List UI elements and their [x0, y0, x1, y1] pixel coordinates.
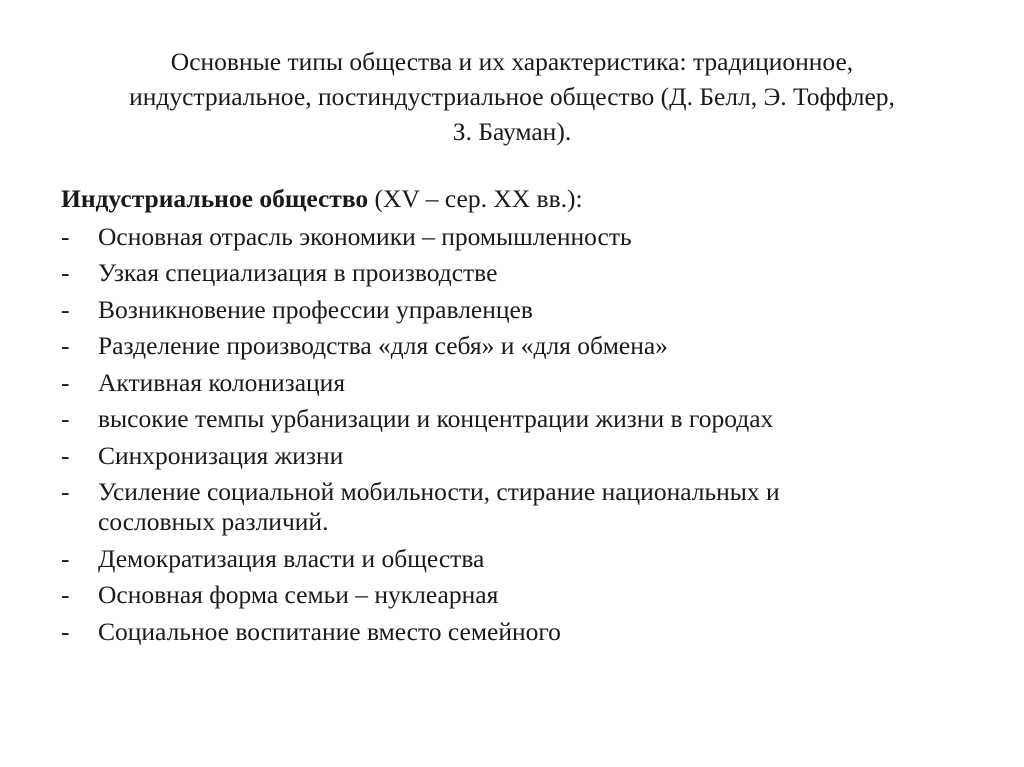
bullet-dash: -	[61, 477, 70, 506]
bullet-dash: -	[61, 331, 70, 360]
title-line-3: З. Бауман).	[452, 117, 572, 146]
section-heading	[61, 181, 961, 218]
list-item-text: Синхронизация жизни	[98, 440, 344, 470]
slide-content	[61, 181, 961, 650]
list-item	[61, 292, 961, 329]
list-item-text: Социальное воспитание вместо семейного	[98, 616, 561, 646]
list-item-text: высокие темпы урбанизации и концентрации жизни в городах	[98, 404, 774, 433]
section-heading-bold: Индустриальное общество	[61, 184, 369, 213]
list-item	[61, 474, 961, 541]
bullet-dash: -	[61, 440, 70, 470]
characteristics-list	[61, 219, 961, 651]
list-item-text: Возникновение профессии управленцев	[98, 294, 533, 324]
list-item	[61, 401, 961, 438]
list-item-text: Демократизация власти и общества	[98, 543, 485, 573]
list-item	[61, 255, 961, 292]
list-item	[61, 577, 961, 614]
list-item-text: Основная форма семьи – нуклеарная	[98, 580, 499, 609]
bullet-dash: -	[61, 404, 70, 433]
list-item-text: Активная колонизация	[98, 367, 346, 397]
list-item-text: Разделение производства «для себя» и «для обмена»	[98, 331, 668, 360]
bullet-dash: -	[61, 543, 70, 573]
list-item	[61, 219, 961, 256]
list-item	[61, 365, 961, 402]
title-line-1: Основные типы общества и их характеристика: традиционное,	[170, 47, 854, 76]
bullet-dash: -	[61, 580, 70, 609]
slide-title	[60, 44, 964, 149]
section-heading-period: (XV – сер. XX вв.):	[368, 184, 583, 213]
bullet-dash: -	[61, 221, 70, 251]
list-item-text: Усиление социальной мобильности, стирание национальных и сословных различий.	[98, 477, 780, 536]
list-item	[61, 614, 961, 651]
bullet-dash: -	[61, 616, 70, 646]
title-line-2: индустриальное, постиндустриальное общество (Д. Белл, Э. Тоффлер,	[129, 82, 895, 111]
bullet-dash: -	[61, 367, 70, 397]
bullet-dash: -	[61, 294, 70, 324]
list-item	[61, 438, 961, 475]
list-item-text: Узкая специализация в производстве	[98, 258, 498, 287]
list-item-text: Основная отрасль экономики – промышленность	[98, 221, 632, 251]
list-item	[61, 541, 961, 578]
bullet-dash: -	[61, 258, 70, 287]
list-item	[61, 328, 961, 365]
